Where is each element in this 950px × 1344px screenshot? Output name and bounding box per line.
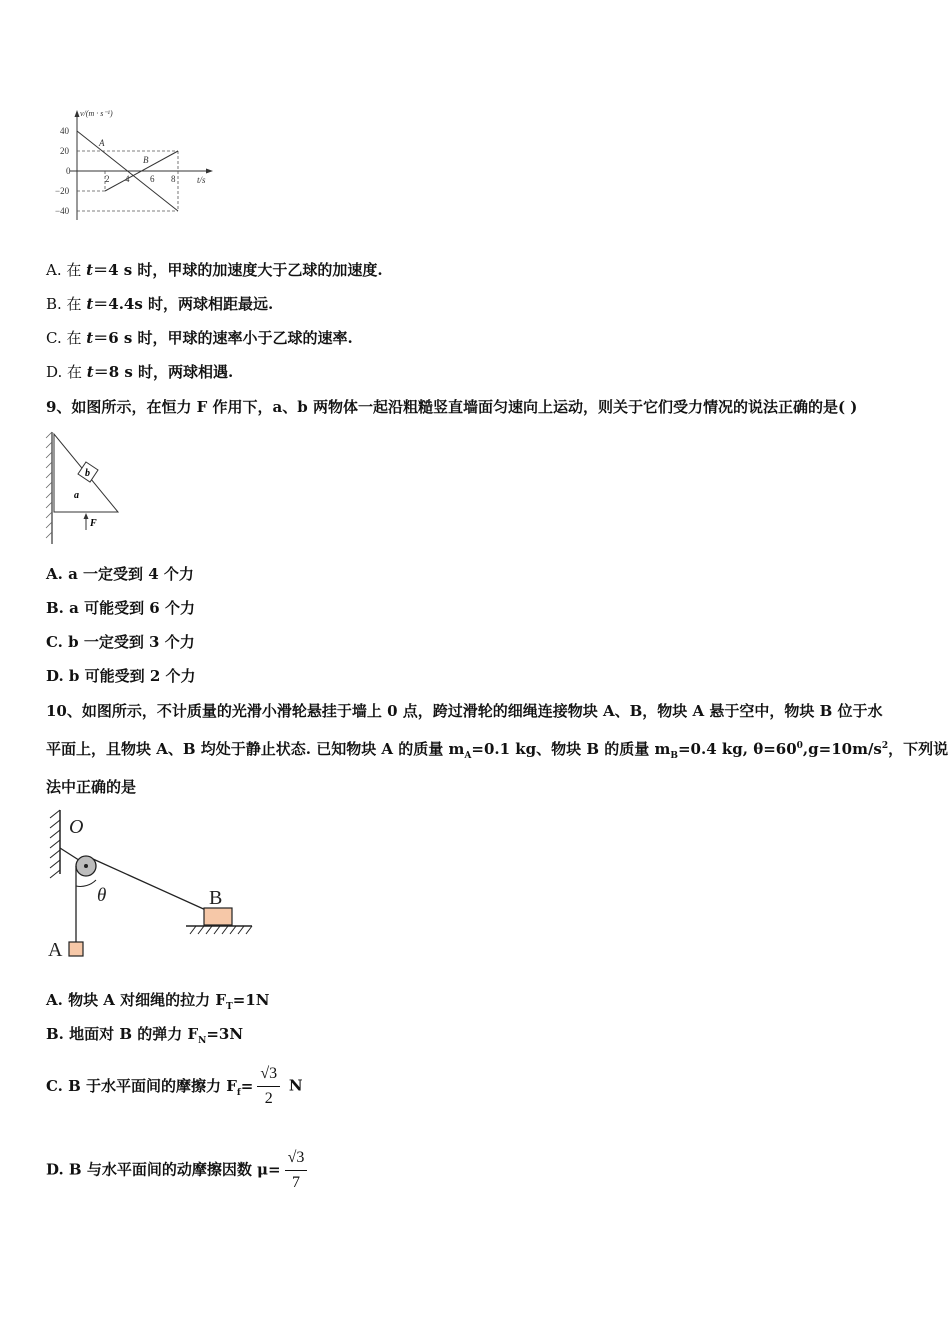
q10-option-b: B. 地面对 B 的弹力 $F_N=3N$: [46, 1025, 244, 1046]
vt-xtick-2: 2: [105, 174, 110, 184]
vt-label-b: B: [143, 155, 149, 165]
q9-option-a: A. a 一定受到 4 个力: [46, 565, 194, 583]
vt-ytick-0: 0: [66, 166, 71, 176]
q10-pulley-figure: [44, 808, 259, 964]
q9-stem: 9、如图所示，在恒力 F 作用下，a、b 两物体一起沿粗糙竖直墙面匀速向上运动，则关于它们受力情况的说法正确的是( ): [46, 398, 858, 416]
q9-label-f: F: [90, 518, 97, 529]
vt-ytick-40: 40: [60, 126, 69, 136]
q10-label-b: B: [209, 887, 223, 909]
q9-label-b: b: [85, 468, 90, 479]
q10-label-a: A: [48, 939, 63, 961]
q9-wedge-figure: [44, 428, 124, 546]
vt-xlabel: t/s: [197, 175, 206, 185]
vt-xtick-4: 4: [125, 174, 130, 184]
q9-option-d: D. b 可能受到 2 个力: [46, 667, 196, 685]
vt-ytick-20: 20: [60, 146, 69, 156]
q8-option-b: B. 在 t＝4.4s 时，两球相距最远.: [46, 295, 274, 313]
q10-option-a: A. 物块 A 对细绳的拉力 $F_T=1N$: [46, 991, 270, 1012]
q9-label-a: a: [74, 490, 79, 501]
q8-option-c: C. 在 t＝6 s 时，甲球的速率小于乙球的速率.: [46, 329, 353, 347]
vt-ytick-neg40: −40: [55, 206, 70, 216]
q8-option-d: D. 在 t＝8 s 时，两球相遇.: [46, 363, 234, 381]
q10-label-o: O: [69, 816, 84, 838]
q10-label-theta: θ: [97, 885, 107, 906]
vt-xtick-6: 6: [150, 174, 155, 184]
q9-option-c: C. b 一定受到 3 个力: [46, 633, 195, 651]
q10-stem-line3: 法中正确的是: [46, 778, 137, 796]
vt-graph-figure: [50, 102, 225, 237]
vt-xtick-8: 8: [171, 174, 176, 184]
q10-option-d: D. B 与水平面间的动摩擦因数 μ= $\frac{√3}{7}$: [46, 1146, 311, 1195]
q10-option-c-fraction: $\frac{√3}{2}$: [257, 1062, 280, 1111]
vt-ylabel: v/(m · s⁻¹): [80, 109, 113, 118]
q10-stem-line1: 10、如图所示，不计质量的光滑小滑轮悬挂于墙上 0 点，跨过滑轮的细绳连接物块 A、B，物块 A 悬于空中，物块 B 位于水: [46, 702, 883, 720]
q8-option-a: A. 在 t＝4 s 时，甲球的加速度大于乙球的加速度.: [46, 261, 383, 279]
q9-option-b: B. a 可能受到 6 个力: [46, 599, 195, 617]
vt-ytick-neg20: −20: [55, 186, 70, 196]
q10-stem-line2: 平面上，且物块 A、B 均处于静止状态. 已知物块 A 的质量 $m_A=0.1$ kg、物块 B 的质量 $m_B=0.4$ kg, $\theta=60^0,g=10m/s^2$，下列说: [46, 740, 949, 761]
q10-option-d-fraction: $\frac{√3}{7}$: [285, 1146, 308, 1195]
q10-option-c: C. B 于水平面间的摩擦力 $F_f=$ $\frac{√3}{2}$ N: [46, 1062, 303, 1111]
vt-label-a: A: [99, 138, 105, 148]
